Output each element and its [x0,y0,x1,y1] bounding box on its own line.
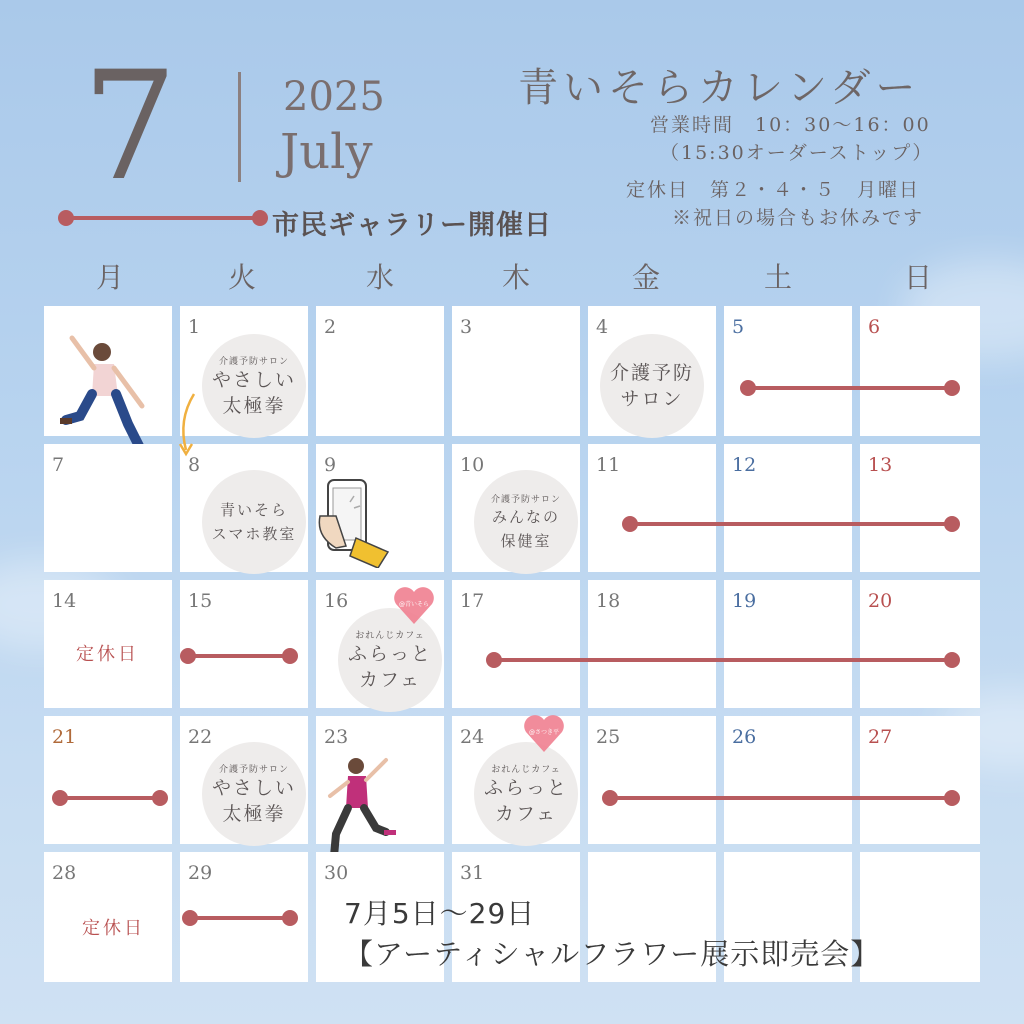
day-number: 25 [596,726,621,748]
day-cell[interactable] [316,306,444,436]
day-number: 3 [460,316,473,338]
year: 2025 [283,74,385,120]
day-cell[interactable] [724,444,852,572]
event-line1: ふらっと [483,776,568,799]
day-number: 14 [52,590,77,612]
heart-label: @青いそら [398,601,430,608]
day-number: 12 [732,454,757,476]
event-line2: 太極拳 [222,394,286,417]
day-cell[interactable] [860,306,980,436]
closed-day-label: 定休日 [76,644,139,665]
day-cell[interactable] [724,716,852,844]
day-cell[interactable] [588,580,716,708]
smartphone-icon [316,476,394,568]
day-number: 4 [596,316,609,338]
day-cell[interactable] [724,580,852,708]
day-number: 15 [188,590,213,612]
gallery-period-line [180,648,298,664]
event-health-room[interactable] [474,470,578,574]
gallery-legend-label: 市民ギャラリー開催日 [272,210,552,241]
day-cell[interactable] [44,580,172,708]
day-number: 2 [324,316,337,338]
gallery-period-line [182,910,298,926]
event-line1: 青いそら [219,501,288,519]
day-number: 5 [732,316,745,338]
day-cell[interactable] [180,716,308,844]
day-cell[interactable] [44,716,172,844]
weekday-tue: 火 [227,261,256,294]
day-number: 10 [460,454,485,476]
arrow-icon [172,390,202,460]
event-line1: ふらっと [347,642,432,665]
event-tag: おれんじカフェ [355,630,425,641]
last-order: （15:30オーダーストップ） [660,142,934,164]
event-taichi[interactable] [202,334,306,438]
weekday-wed: 水 [365,261,394,294]
gallery-period-line [486,652,960,668]
gallery-period-line [602,790,960,806]
event-line1: やさしい [211,368,296,391]
day-number: 11 [596,454,621,476]
day-cell[interactable] [180,444,308,572]
event-taichi[interactable] [202,742,306,846]
day-number: 8 [188,454,201,476]
gallery-period-line [52,790,168,806]
day-cell[interactable] [860,580,980,708]
closed-days: 定休日 第２・４・５ 月曜日 [626,179,921,201]
day-number: 1 [188,316,201,338]
gallery-legend-line [58,210,268,226]
taichi-man-illustration [58,324,168,464]
day-cell[interactable] [860,716,980,844]
day-number: 22 [188,726,213,748]
event-line2: カフェ [358,668,422,691]
day-number: 20 [868,590,893,612]
day-cell[interactable] [452,580,580,708]
day-number: 18 [596,590,621,612]
weekday-fri: 金 [631,261,660,294]
business-hours: 営業時間 10：30～16：00 [650,114,931,136]
exhibition-dates: 7月5日～29日 [344,897,536,930]
event-tag: 介護予防サロン [490,494,561,505]
day-number: 27 [868,726,893,748]
day-cell[interactable] [588,444,716,572]
day-cell[interactable] [44,852,172,982]
month-name: July [280,124,373,180]
event-line2: サロン [620,388,684,410]
day-cell[interactable] [588,716,716,844]
event-tag: 介護予防サロン [218,356,289,367]
event-line1: 介護予防 [609,362,694,384]
event-line2: スマホ教室 [211,525,297,543]
event-line2: 太極拳 [222,802,286,825]
day-number: 23 [324,726,349,748]
closed-day-label: 定休日 [82,918,145,939]
weekday-sun: 日 [903,261,932,294]
day-cell[interactable] [452,444,580,572]
day-number: 9 [324,454,337,476]
event-line2: 保健室 [500,531,552,550]
event-line1: みんなの [491,507,560,526]
day-cell-empty [44,306,172,436]
header-divider [238,72,241,182]
day-number: 6 [868,316,881,338]
event-line2: カフェ [494,802,558,825]
day-number: 21 [52,726,77,748]
day-number: 28 [52,862,77,884]
day-number: 29 [188,862,213,884]
holiday-note: ※祝日の場合もお休みです [672,207,925,229]
weekday-sat: 土 [763,261,792,294]
day-cell[interactable] [588,306,716,436]
day-number: 7 [52,454,65,476]
gallery-period-line [622,516,960,532]
month-number: 7 [82,40,178,214]
day-cell[interactable] [44,444,172,572]
day-cell[interactable] [180,580,308,708]
exhibition-name: 【アーティシャルフラワー展示即売会】 [344,937,881,971]
weekday-thu: 木 [501,261,530,294]
event-tag: 介護予防サロン [218,764,289,775]
day-number: 17 [460,590,485,612]
day-number: 13 [868,454,893,476]
day-cell[interactable] [452,306,580,436]
event-line1: やさしい [211,776,296,799]
event-tag: おれんじカフェ [491,764,561,775]
day-cell[interactable] [860,444,980,572]
day-number: 26 [732,726,757,748]
heart-icon [392,584,436,628]
day-cell[interactable] [316,444,444,572]
event-furatto-cafe[interactable] [474,742,578,846]
gallery-period-line [740,380,960,396]
weekday-mon: 月 [95,261,124,294]
heart-label: @さつき平 [528,729,560,736]
day-cell[interactable] [724,306,852,436]
day-number: 19 [732,590,757,612]
day-number: 24 [460,726,485,748]
event-smartphone-class[interactable] [202,470,306,574]
heart-icon [522,712,566,756]
day-cell[interactable] [316,716,444,844]
day-number: 16 [324,590,349,612]
event-kaigo-salon[interactable] [600,334,704,438]
day-number: 30 [324,862,349,884]
calendar-title: 青いそらカレンダー [518,65,921,111]
day-number: 31 [460,862,485,884]
